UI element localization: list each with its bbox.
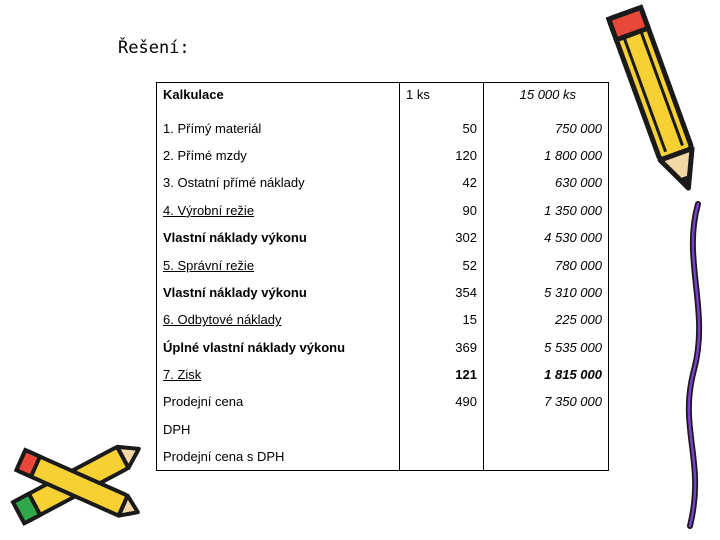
row-label: Vlastní náklady výkonu [157, 279, 400, 306]
row-label: 5. Správní režie [157, 251, 400, 278]
page-heading: Řešení: [118, 38, 190, 58]
row-unit-value: 52 [400, 251, 484, 278]
table-row [157, 251, 609, 278]
table-row [157, 306, 609, 333]
table-row [157, 169, 609, 196]
header-per-unit: 1 ks [400, 83, 484, 115]
row-unit-value: 490 [400, 388, 484, 415]
row-label: 7. Zisk [157, 361, 400, 388]
pencil-icon [596, 2, 716, 202]
row-total-value [484, 443, 609, 471]
row-unit-value: 369 [400, 334, 484, 361]
row-label: 1. Přímý materiál [157, 114, 400, 141]
row-label: 6. Odbytové náklady [157, 306, 400, 333]
row-label: 4. Výrobní režie [157, 197, 400, 224]
row-total-value: 630 000 [484, 169, 609, 196]
row-total-value: 7 350 000 [484, 388, 609, 415]
row-label: 2. Přímé mzdy [157, 142, 400, 169]
wavy-line-decoration [676, 200, 716, 530]
row-unit-value: 50 [400, 114, 484, 141]
table-row [157, 224, 609, 251]
row-total-value: 1 800 000 [484, 142, 609, 169]
row-unit-value: 90 [400, 197, 484, 224]
row-label: Vlastní náklady výkonu [157, 224, 400, 251]
row-total-value: 750 000 [484, 114, 609, 141]
table-row [157, 334, 609, 361]
table-header-row [157, 83, 609, 115]
row-unit-value: 15 [400, 306, 484, 333]
row-unit-value [400, 443, 484, 471]
header-total: 15 000 ks [484, 83, 609, 115]
row-unit-value: 302 [400, 224, 484, 251]
table-row [157, 142, 609, 169]
row-total-value [484, 416, 609, 443]
row-label: Prodejní cena [157, 388, 400, 415]
row-label: Prodejní cena s DPH [157, 443, 400, 471]
row-unit-value: 354 [400, 279, 484, 306]
row-label: Úplné vlastní náklady výkonu [157, 334, 400, 361]
table-row [157, 388, 609, 415]
row-label: DPH [157, 416, 400, 443]
row-total-value: 4 530 000 [484, 224, 609, 251]
crossed-pencils-icon [2, 428, 152, 540]
row-total-value: 5 310 000 [484, 279, 609, 306]
row-total-value: 5 535 000 [484, 334, 609, 361]
row-total-value: 225 000 [484, 306, 609, 333]
row-label: 3. Ostatní přímé náklady [157, 169, 400, 196]
table-row [157, 197, 609, 224]
table-row [157, 279, 609, 306]
row-unit-value: 42 [400, 169, 484, 196]
table-row [157, 416, 609, 443]
row-total-value: 780 000 [484, 251, 609, 278]
header-kalkulace: Kalkulace [157, 83, 400, 115]
calculation-table [156, 82, 609, 471]
table-row [157, 443, 609, 471]
row-total-value: 1 350 000 [484, 197, 609, 224]
table-row [157, 361, 609, 388]
row-unit-value [400, 416, 484, 443]
row-total-value: 1 815 000 [484, 361, 609, 388]
row-unit-value: 121 [400, 361, 484, 388]
row-unit-value: 120 [400, 142, 484, 169]
table-row [157, 114, 609, 141]
